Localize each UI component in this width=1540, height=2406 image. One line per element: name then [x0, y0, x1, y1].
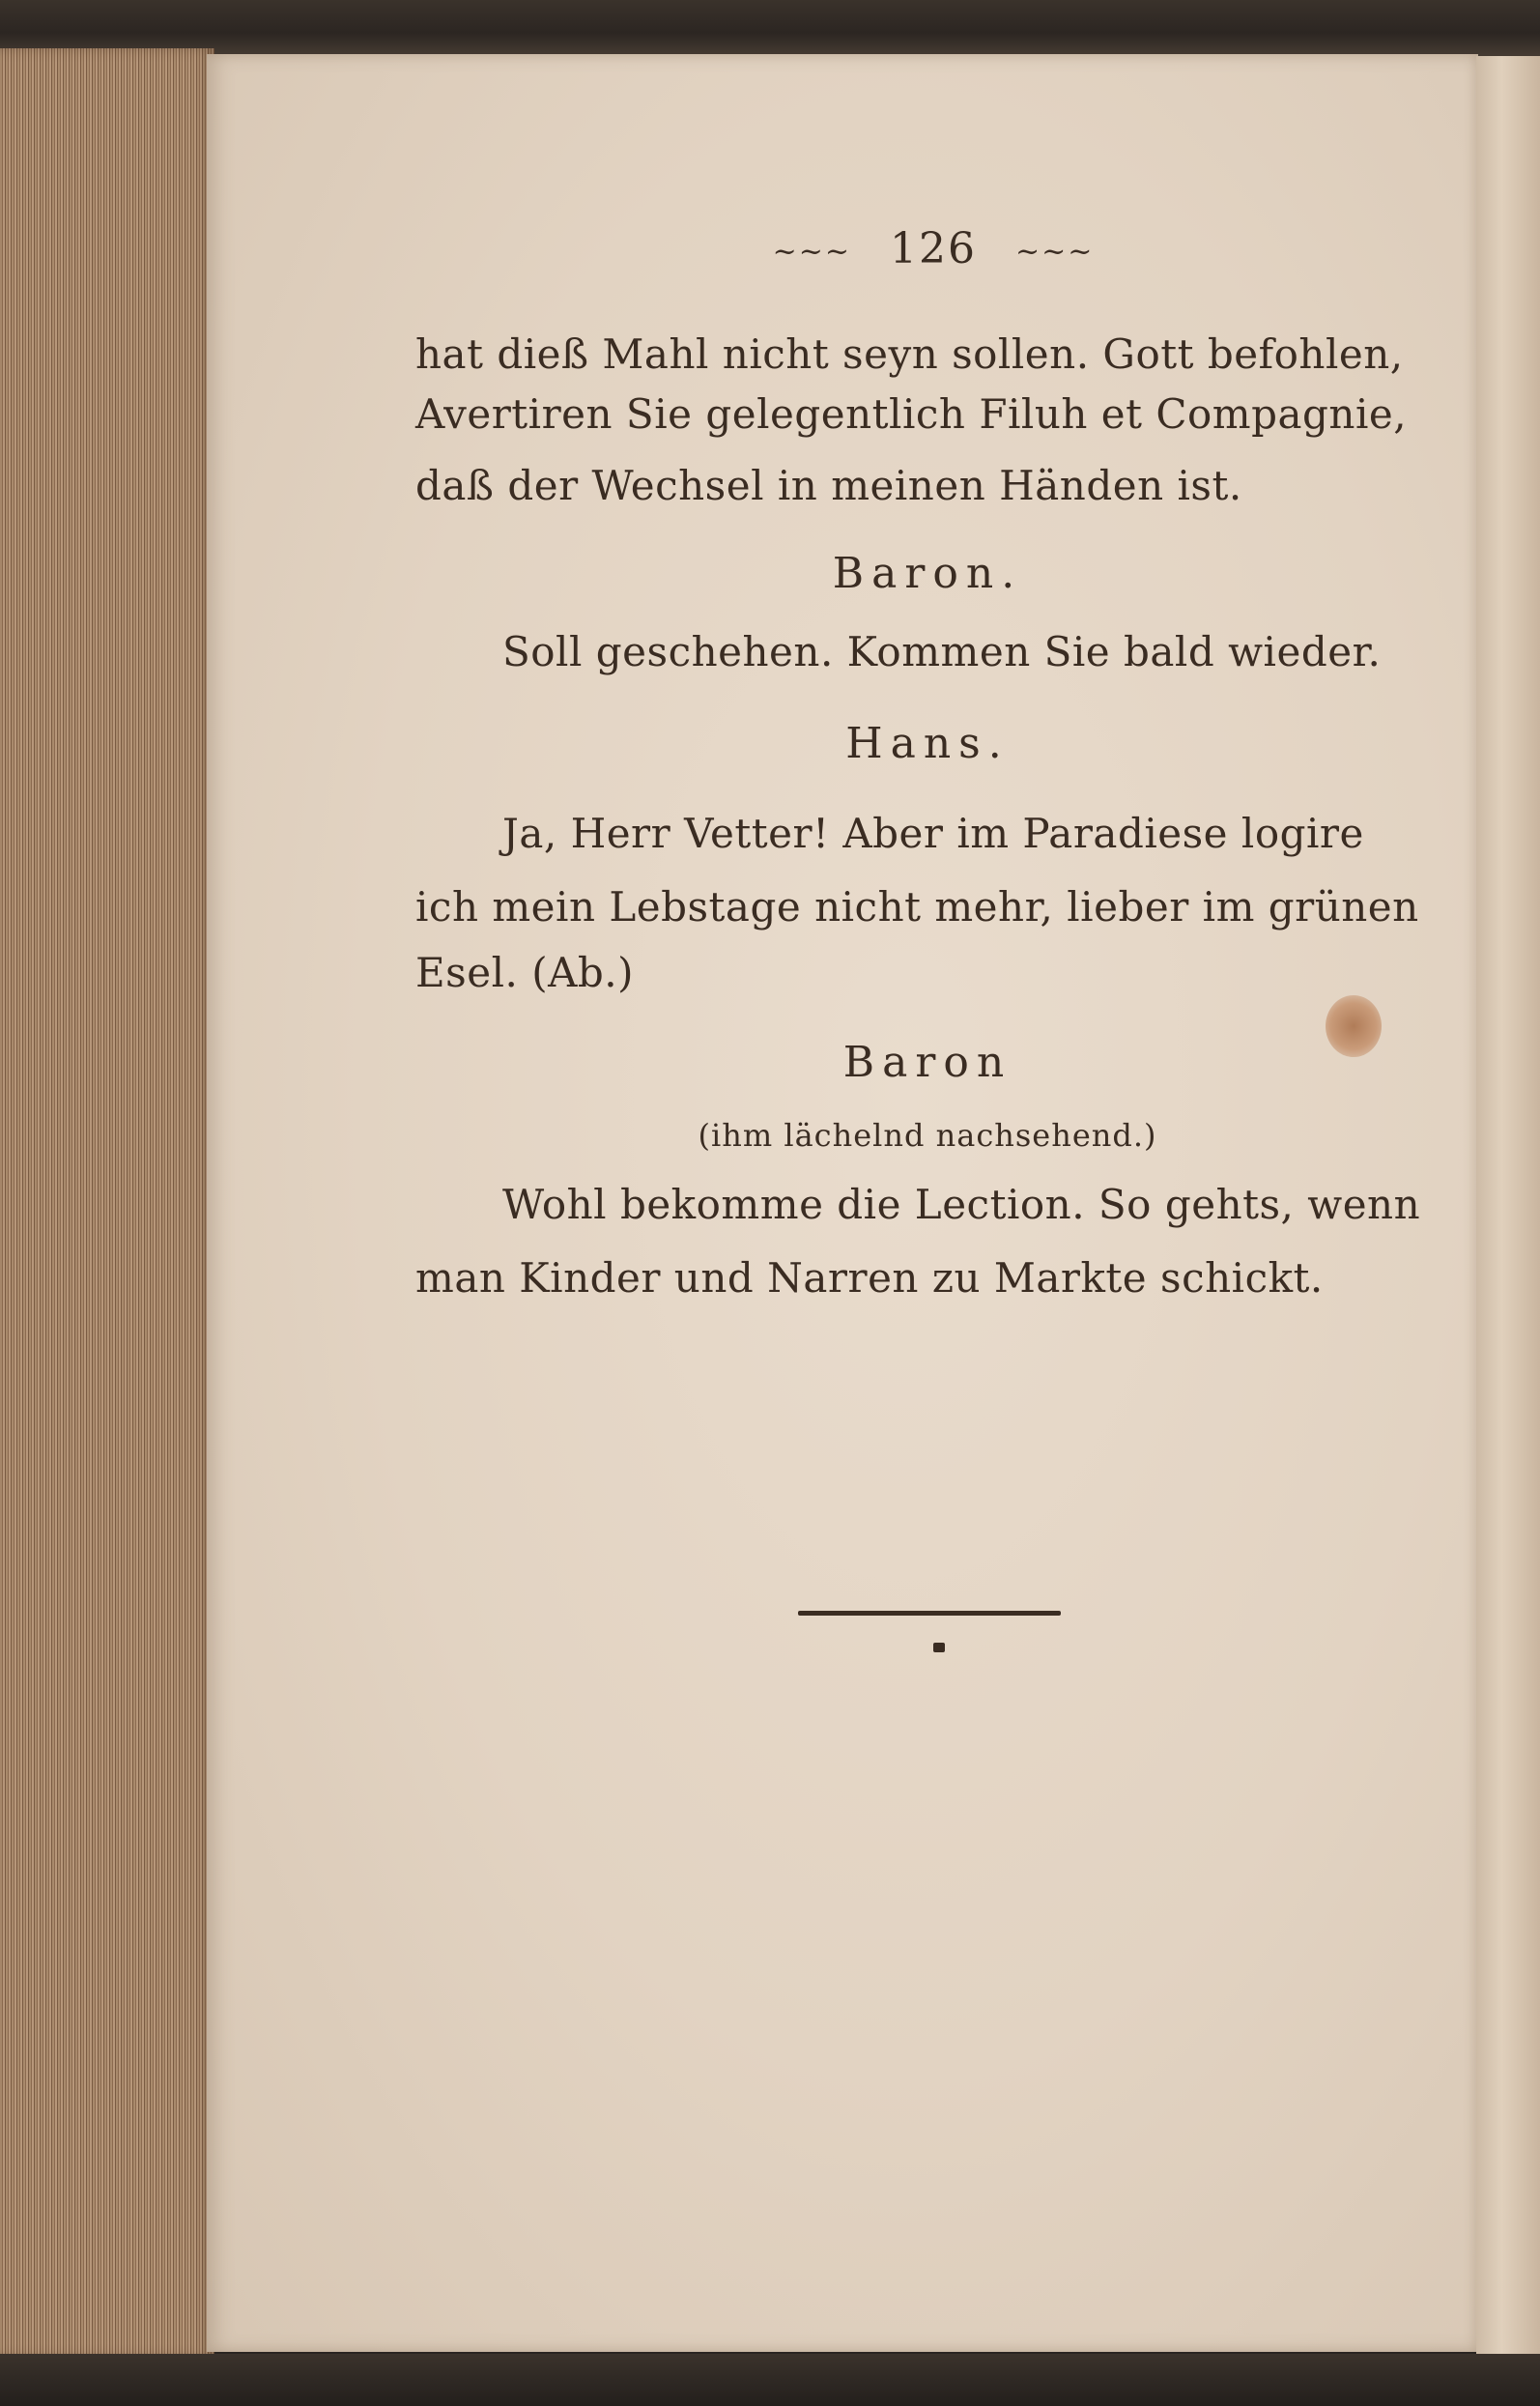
text-line-5: Ja, Herr Vetter! Aber im Paradiese logire [502, 810, 1364, 857]
header-ornament-right: ~~~ [1014, 235, 1095, 269]
text-line-3: daß der Wechsel in meinen Händen ist. [415, 462, 1242, 509]
stage-direction: (ihm lächelnd nachsehend.) [698, 1117, 1157, 1154]
end-rule-dot [933, 1643, 945, 1652]
ink-stain [1326, 995, 1382, 1057]
page-edges [0, 48, 214, 2358]
book-cover-bottom [0, 2354, 1540, 2406]
book-cover-top [0, 0, 1540, 60]
text-line-2: Avertiren Sie gelegentlich Filuh et Compagnie, [415, 390, 1408, 438]
text-line-8: Wohl bekomme die Lection. So gehts, wenn [502, 1181, 1421, 1228]
text-line-1: hat dieß Mahl nicht seyn sollen. Gott befohlen, [415, 330, 1404, 378]
page-header [750, 224, 1117, 273]
speaker-name: Baron [842, 1038, 1012, 1087]
text-line-4: Soll geschehen. Kommen Sie bald wieder. [502, 628, 1382, 675]
end-rule [798, 1611, 1061, 1616]
speaker-name: Hans. [845, 719, 1010, 768]
text-line-9: man Kinder und Narren zu Markte schickt. [415, 1254, 1324, 1302]
page-number: 126 [890, 224, 977, 273]
text-line-6: ich mein Lebstage nicht mehr, lieber im grünen [415, 883, 1419, 931]
header-ornament-left: ~~~ [772, 235, 851, 269]
text-line-7: Esel. (Ab.) [415, 949, 635, 996]
speaker-name: Baron. [832, 549, 1023, 598]
